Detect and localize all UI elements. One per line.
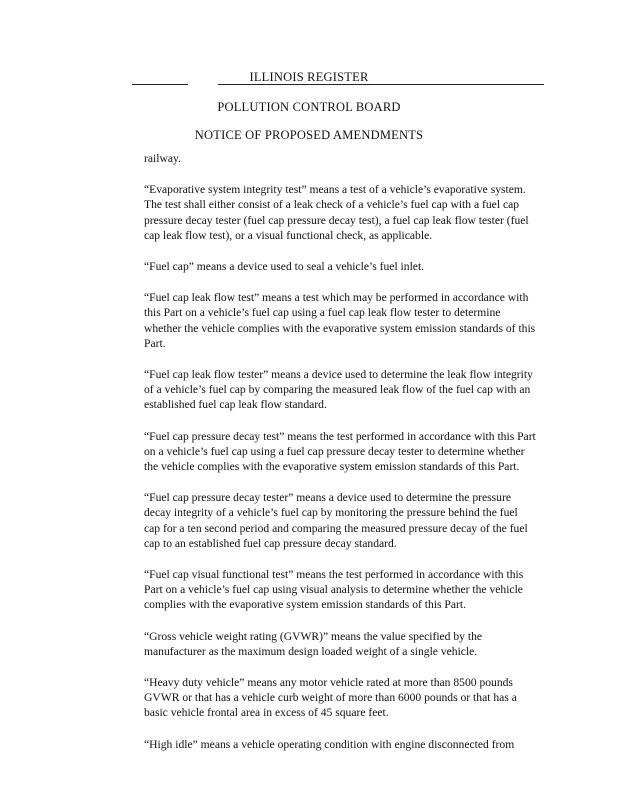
paragraph-fuel-cap-visual-functional-test: “Fuel cap visual functional test” means the test performed in accordance with this Part on a vehicle’s fuel cap using visual analysis to determine whether the vehicle complies with the evaporative system emission standards of this Part. xyxy=(144,568,524,612)
paragraph-fuel-cap: “Fuel cap” means a device used to seal a vehicle’s fuel inlet. xyxy=(144,260,425,274)
paragraph-railway: railway. xyxy=(144,152,181,165)
paragraph-fuel-cap-pressure-decay-test: “Fuel cap pressure decay test” means the test performed in accordance with this Part on a vehicle’s fuel cap using a fuel cap pressure decay tester to determine whether the vehicle complies with the evaporative system emission standards of this Part. xyxy=(144,429,536,474)
document-body xyxy=(144,151,536,768)
paragraph-high-idle: “High idle” means a vehicle operating condition with engine disconnected from xyxy=(144,737,515,751)
paragraph-gvwr: “Gross vehicle weight rating (GVWR)” means the value specified by the manufacturer as the maximum design loaded weight of a single vehicle. xyxy=(144,629,483,658)
paragraph-evaporative-system-integrity-test: “Evaporative system integrity test” means a test of a vehicle’s evaporative system. The test shall either consist of a leak check of a vehicle’s fuel cap with a fuel cap pressure decay tester (fuel cap pressure decay test), a fuel cap leak flow tester (fuel cap leak flow test), or a visual functional check, as applicable. xyxy=(144,183,529,242)
paragraph-fuel-cap-leak-flow-tester: “Fuel cap leak flow tester” means a device used to determine the leak flow integrity of a vehicle’s fuel cap by comparing the measured leak flow of the fuel cap with an established fuel cap leak flow standard. xyxy=(144,368,533,412)
paragraph-fuel-cap-leak-flow-test: “Fuel cap leak flow test” means a test which may be performed in accordance with this Part on a vehicle’s fuel cap using a fuel cap leak flow tester to determine whether the vehicle complies with the evaporative system emission standards of this Part. xyxy=(144,291,536,350)
register-title: ILLINOIS REGISTER xyxy=(249,70,369,84)
paragraph-fuel-cap-pressure-decay-tester: “Fuel cap pressure decay tester” means a device used to determine the pressure decay integrity of a vehicle’s fuel cap by monitoring the pressure behind the fuel cap for a ten second period and comparing the measured pressure decay of the fuel cap to an established fuel cap pressure decay standard. xyxy=(144,491,528,550)
board-title: POLLUTION CONTROL BOARD xyxy=(217,100,401,114)
paragraph-heavy-duty-vehicle: “Heavy duty vehicle” means any motor vehicle rated at more than 8500 pounds GVWR or that has a vehicle curb weight of more than 6000 pounds or that has a basic vehicle frontal area in excess of 45 square feet. xyxy=(144,676,517,720)
notice-title: NOTICE OF PROPOSED AMENDMENTS xyxy=(194,128,424,142)
